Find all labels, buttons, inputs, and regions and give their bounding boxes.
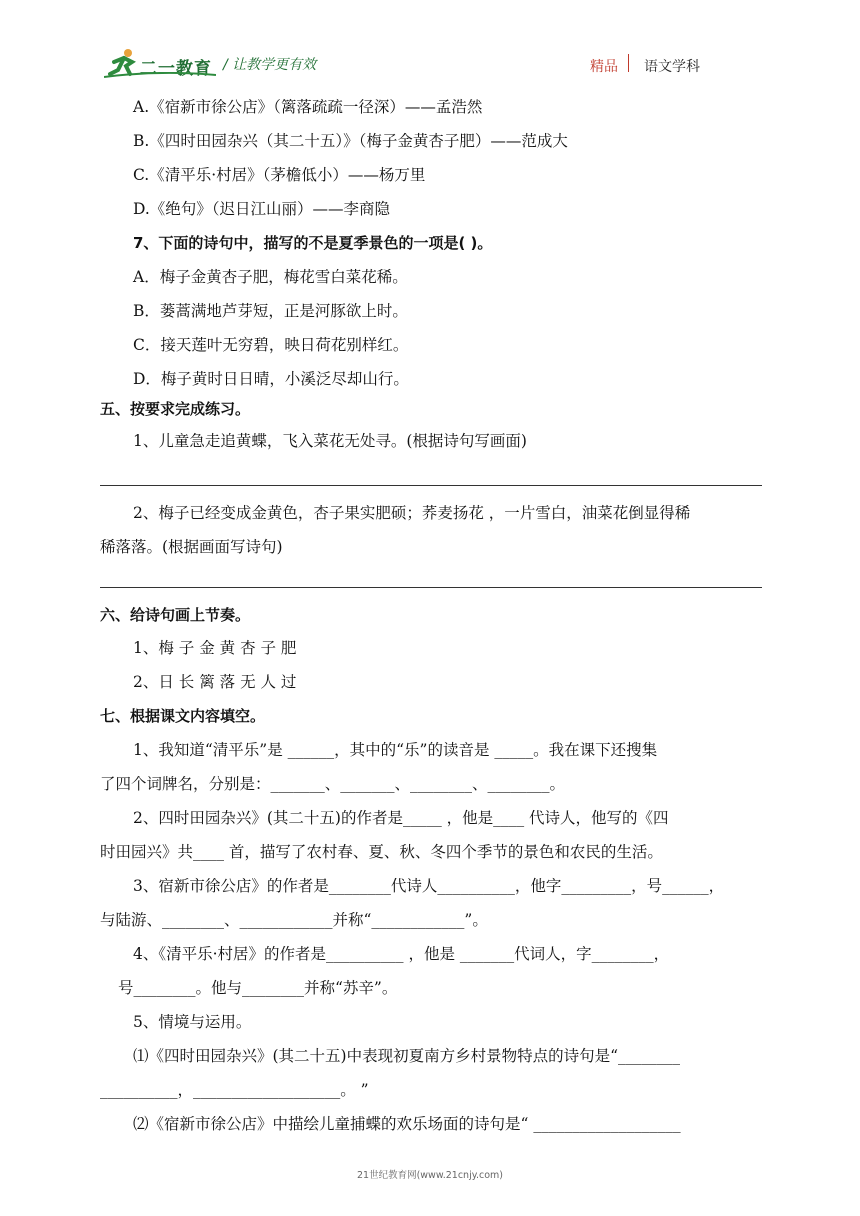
header-divider <box>628 54 629 72</box>
premium-label: 精品 <box>590 59 618 75</box>
answer-rule <box>100 485 762 486</box>
fill-line: 4、《清平乐·村居》的作者是__________ ，他是 _______代词人，字________， <box>133 945 670 963</box>
fill-line: __________，___________________。 ” <box>100 1081 369 1099</box>
rhythm-line: 2、日 长 篱 落 无 人 过 <box>133 673 297 691</box>
slogan: / 让教学更有效 <box>223 57 317 73</box>
option-line: B.《四时田园杂兴（其二十五）》（梅子金黄杏子肥）——范成大 <box>133 132 568 150</box>
fill-line: 3、宿新市徐公店》的作者是________代诗人__________，他字_________，号______， <box>133 877 725 895</box>
fill-line: 2、四时田园杂兴》(其二十五)的作者是_____ ，他是____ 代诗人，他写的《四 <box>133 809 669 827</box>
fill-line: 1、我知道“清平乐”是 ______，其中的“乐”的读音是 _____。我在课下还搜集 <box>133 741 658 759</box>
fill-line: 了四个词牌名，分别是：_______、_______、________、________。 <box>100 775 566 793</box>
exercise-line: 1、儿童急走追黄蝶，飞入菜花无处寻。(根据诗句写画面) <box>133 432 527 450</box>
fill-line: 号________。他与________并称“苏辛”。 <box>118 979 398 997</box>
option-line: D．梅子黄时日日晴，小溪泛尽却山行。 <box>133 370 409 388</box>
option-line: C.《清平乐·村居》（茅檐低小）——杨万里 <box>133 166 426 184</box>
option-line: C．接天莲叶无穷碧，映日荷花别样红。 <box>133 336 409 354</box>
fill-line: 5、情境与运用。 <box>133 1013 252 1031</box>
option-line: A．梅子金黄杏子肥，梅花雪白菜花稀。 <box>133 268 408 286</box>
section-heading: 七、根据课文内容填空。 <box>100 707 266 725</box>
fill-line: ⑵《宿新市徐公店》中描绘儿童捕蝶的欢乐场面的诗句是“ ___________________ <box>133 1115 681 1133</box>
logo-text: 二一教育 <box>140 59 212 79</box>
rhythm-line: 1、梅 子 金 黄 杏 子 肥 <box>133 639 297 657</box>
fill-line: 与陆游、________、____________并称“____________”。 <box>100 911 488 929</box>
section-heading: 五、按要求完成练习。 <box>100 400 251 418</box>
question-7: 7、下面的诗句中，描写的不是夏季景色的一项是( )。 <box>133 234 493 252</box>
fill-line: 时田园兴》共____ 首，描写了农村春、夏、秋、冬四个季节的景色和农民的生活。 <box>100 843 663 861</box>
fill-line: ⑴《四时田园杂兴》(其二十五)中表现初夏南方乡村景物特点的诗句是“________ <box>133 1047 681 1065</box>
subject-label: 语文学科 <box>644 59 700 75</box>
option-line: D.《绝句》（迟日江山丽）——李商隐 <box>133 200 391 218</box>
section-heading: 六、给诗句画上节奏。 <box>100 606 251 624</box>
option-line: B．蒌蒿满地芦芽短，正是河豚欲上时。 <box>133 302 408 320</box>
logo-swoosh-icon <box>104 72 216 78</box>
option-line: A.《宿新市徐公店》（篱落疏疏一径深）——孟浩然 <box>133 98 483 116</box>
answer-rule <box>100 587 762 588</box>
page-footer: 21世纪教育网(www.21cnjy.com) <box>356 1170 503 1181</box>
logo <box>104 44 224 84</box>
exercise-line: 稀落落。(根据画面写诗句) <box>100 538 283 556</box>
exercise-line: 2、梅子已经变成金黄色，杏子果实肥硕；荞麦扬花 ，一片雪白，油菜花倒显得稀 <box>133 504 691 522</box>
